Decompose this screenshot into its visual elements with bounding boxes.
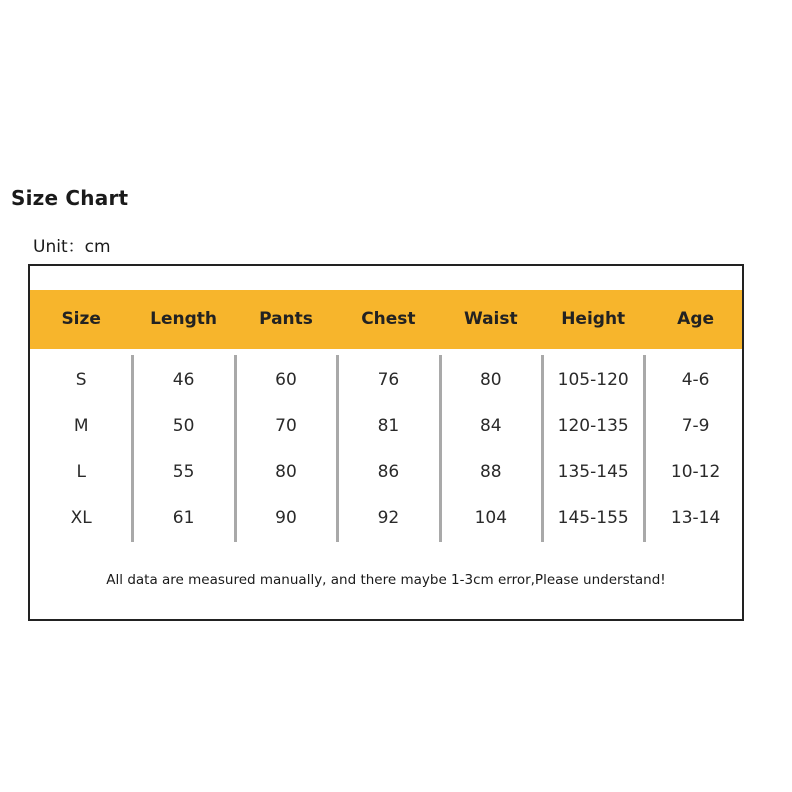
cell-chest: 76 [377,370,400,390]
header-length: Length [150,309,218,329]
cell-pants: 70 [275,416,297,436]
cell-height: 105-120 [557,370,629,390]
header-pants: Pants [259,309,313,329]
cell-pants: 90 [275,508,297,528]
cell-height: 120-135 [557,416,629,436]
cell-chest: 81 [377,416,400,436]
cell-pants: 80 [275,462,297,482]
cell-waist: 104 [474,508,508,528]
cell-length: 50 [172,416,195,436]
table-header [30,290,742,349]
header-age: Age [677,309,715,329]
cell-chest: 86 [377,462,400,482]
page-title: Size Chart [11,186,129,210]
cell-size: S [75,370,87,390]
cell-pants: 60 [275,370,297,390]
cell-length: 55 [172,462,195,482]
cell-waist: 80 [479,370,502,390]
measurement-note: All data are measured manually, and there maybe 1-3cm error,Please understand! [106,572,666,588]
header-chest: Chest [361,309,416,329]
cell-length: 46 [172,370,195,390]
cell-chest: 92 [377,508,400,528]
cell-length: 61 [172,508,195,528]
cell-age: 13-14 [670,508,721,528]
cell-waist: 88 [479,462,502,482]
header-waist: Waist [463,309,518,329]
header-height: Height [561,309,626,329]
cell-age: 7-9 [681,416,710,436]
cell-size: L [76,462,86,482]
cell-height: 135-145 [557,462,629,482]
cell-waist: 84 [479,416,502,436]
cell-size: XL [70,508,92,528]
cell-size: M [73,416,89,436]
size-table-panel [28,264,744,621]
cell-age: 10-12 [670,462,721,482]
cell-age: 4-6 [681,370,710,390]
unit-label: Unit：cm [33,237,111,257]
header-size: Size [61,309,101,329]
cell-height: 145-155 [557,508,629,528]
